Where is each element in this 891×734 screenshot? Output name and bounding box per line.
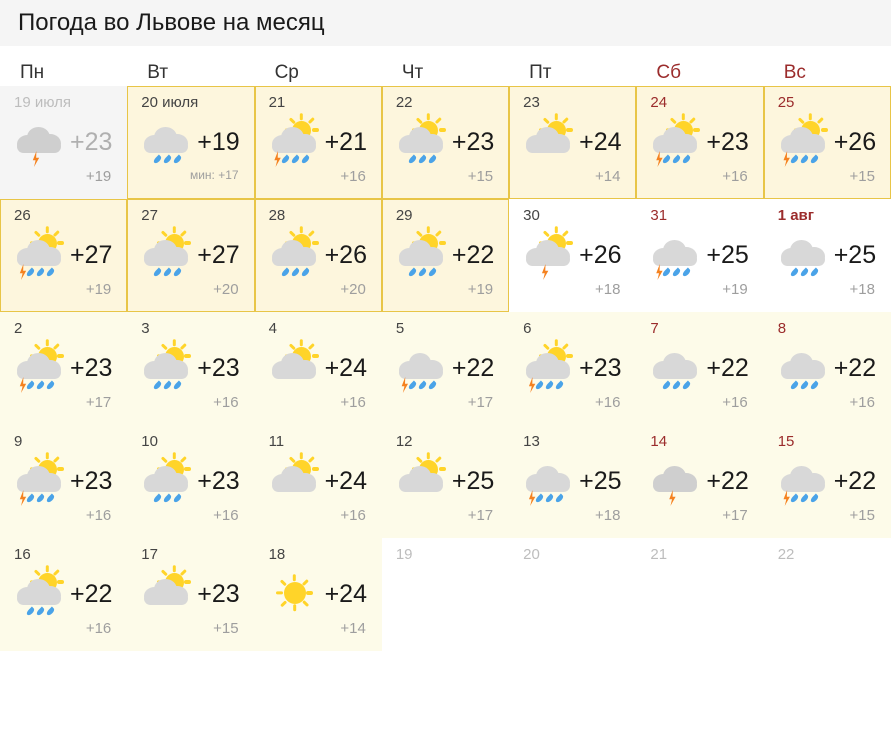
day-icon-wrap <box>523 456 577 506</box>
day-high-temp: +23 <box>451 127 495 156</box>
day-icon-wrap <box>14 230 68 280</box>
calendar-day-cell[interactable] <box>255 425 382 538</box>
day-icon-wrap <box>523 343 577 393</box>
day-forecast-row <box>141 566 244 622</box>
calendar-day-cell[interactable] <box>764 312 891 425</box>
day-low-temp: +14 <box>594 168 621 185</box>
calendar-day-cell[interactable] <box>127 425 254 538</box>
day-low-temp: +20 <box>340 281 366 298</box>
calendar-day-cell[interactable] <box>0 86 127 199</box>
weekday-label-2: Ср <box>274 62 299 83</box>
day-low-temp: +17 <box>85 394 112 411</box>
day-forecast-row <box>650 114 753 170</box>
calendar-day-cell[interactable] <box>636 86 763 199</box>
day-number: 17 <box>141 546 158 563</box>
day-low-temp: +16 <box>340 168 366 185</box>
day-forecast-row <box>650 227 753 283</box>
day-number: 2 <box>14 320 23 337</box>
day-high-temp: +23 <box>197 466 240 495</box>
day-number: 14 <box>650 433 668 450</box>
day-high-temp: +22 <box>706 353 749 382</box>
day-icon-wrap <box>141 343 195 393</box>
day-number: 30 <box>523 207 540 224</box>
day-forecast-row <box>778 453 881 509</box>
day-low-temp: +19 <box>85 168 112 185</box>
weather-icon-sun-cloud-rain <box>141 456 195 506</box>
day-number: 18 <box>268 546 286 563</box>
day-low-temp: +16 <box>340 507 366 524</box>
weather-icon-sun-cloud-thunder-rain <box>269 117 323 167</box>
day-low-temp: +19 <box>722 281 748 298</box>
day-high-temp: +24 <box>324 579 367 608</box>
day-number: 9 <box>14 433 23 450</box>
day-number: 11 <box>268 433 285 450</box>
day-low-temp: +16 <box>722 394 748 411</box>
calendar-day-cell[interactable] <box>382 312 509 425</box>
day-icon-wrap <box>269 569 323 619</box>
day-low-temp: +17 <box>722 507 748 524</box>
calendar-day-cell[interactable] <box>636 312 763 425</box>
day-icon-wrap <box>141 230 195 280</box>
weekday-label-6: Вс <box>783 62 806 83</box>
day-icon-wrap <box>650 230 704 280</box>
day-number: 8 <box>777 320 787 337</box>
day-high-temp: +23 <box>579 353 622 382</box>
day-number: 22 <box>777 546 795 563</box>
day-number: 26 <box>14 207 31 224</box>
day-forecast-row <box>141 453 244 509</box>
calendar-day-cell[interactable] <box>382 199 509 312</box>
day-number: 27 <box>141 207 158 224</box>
day-high-temp: +27 <box>197 240 240 269</box>
day-number: 22 <box>395 94 413 111</box>
page-title: Погода во Львове на месяц <box>18 9 325 36</box>
day-number: 28 <box>268 207 286 224</box>
day-icon-wrap <box>778 343 832 393</box>
weather-icon-cloud-rain <box>141 117 195 167</box>
day-number: 4 <box>268 320 277 337</box>
calendar-day-cell[interactable] <box>382 425 509 538</box>
day-forecast-row <box>14 453 117 509</box>
day-high-temp: +21 <box>324 127 367 156</box>
day-number: 20 <box>523 546 540 563</box>
day-high-temp: +23 <box>70 466 113 495</box>
weather-icon-sun-cloud-rain <box>269 230 323 280</box>
day-forecast-row <box>14 340 117 396</box>
day-high-temp: +22 <box>451 240 495 269</box>
calendar-day-cell[interactable] <box>255 199 382 312</box>
day-number: 19 июля <box>14 94 72 111</box>
weather-icon-sun-cloud-rain <box>14 569 68 619</box>
weather-icon-sun-cloud <box>141 569 195 619</box>
day-number: 29 <box>395 207 413 224</box>
day-high-temp: +23 <box>70 127 113 156</box>
weather-icon-sun-cloud-thunder-rain <box>14 343 68 393</box>
day-icon-wrap <box>523 230 577 280</box>
day-forecast-row <box>14 566 117 622</box>
day-forecast-row <box>396 227 499 283</box>
day-number: 23 <box>523 94 540 111</box>
day-high-temp: +24 <box>579 127 622 156</box>
day-number: 21 <box>650 546 668 563</box>
day-low-temp: +18 <box>594 281 621 298</box>
day-high-temp: +19 <box>197 127 240 156</box>
day-low-temp: +19 <box>467 281 494 298</box>
day-icon-wrap <box>650 343 704 393</box>
day-number: 16 <box>14 546 31 563</box>
day-forecast-row <box>141 340 244 396</box>
calendar-day-cell[interactable] <box>382 86 509 199</box>
day-low-temp: +16 <box>213 507 239 524</box>
day-low-temp: +18 <box>594 507 621 524</box>
weather-icon-sun-cloud <box>523 117 577 167</box>
day-icon-wrap <box>14 117 68 167</box>
day-icon-wrap <box>141 569 195 619</box>
day-low-temp: +16 <box>340 394 366 411</box>
calendar-day-cell[interactable] <box>0 312 127 425</box>
day-icon-wrap <box>14 456 68 506</box>
weekday-header-row <box>0 46 891 86</box>
weather-icon-sun-cloud-thunder-rain <box>650 117 704 167</box>
day-forecast-row <box>269 566 372 622</box>
day-icon-wrap <box>141 117 195 167</box>
day-number: 12 <box>395 433 413 450</box>
calendar-day-cell[interactable] <box>509 425 636 538</box>
day-forecast-row <box>396 114 499 170</box>
day-high-temp: +22 <box>706 466 749 495</box>
calendar-day-cell[interactable] <box>127 199 254 312</box>
calendar-day-cell <box>509 538 636 651</box>
day-icon-wrap <box>396 343 450 393</box>
page-header <box>0 0 891 46</box>
weather-icon-sun-cloud-rain <box>141 230 195 280</box>
weather-icon-cloud-thunder-rain <box>523 456 577 506</box>
weather-icon-sun-cloud-thunder-rain <box>778 117 832 167</box>
weather-icon-cloud-thunder-rain <box>650 230 704 280</box>
day-low-temp: +16 <box>849 394 875 411</box>
day-number: 7 <box>650 320 659 337</box>
day-low-temp: +16 <box>85 507 112 524</box>
day-forecast-row <box>269 340 372 396</box>
weather-icon-sun-cloud-thunder-rain <box>523 343 577 393</box>
calendar-day-cell[interactable] <box>764 425 891 538</box>
day-forecast-row <box>778 340 881 396</box>
day-low-temp: +18 <box>849 281 875 298</box>
calendar-day-cell[interactable] <box>255 86 382 199</box>
weather-icon-sun-cloud <box>269 456 323 506</box>
day-low-temp: +15 <box>467 168 494 185</box>
weather-icon-sun-cloud-thunder-rain <box>14 230 68 280</box>
weather-icon-cloud-thunder-rain <box>778 456 832 506</box>
day-icon-wrap <box>396 456 450 506</box>
day-low-temp: +15 <box>849 168 875 185</box>
calendar-day-cell[interactable] <box>509 312 636 425</box>
day-low-temp: +19 <box>85 281 112 298</box>
weather-icon-cloud-thunder <box>14 117 68 167</box>
day-high-temp: +23 <box>197 579 240 608</box>
day-high-temp: +25 <box>706 240 749 269</box>
day-high-temp: +23 <box>197 353 240 382</box>
day-low-temp: +17 <box>467 394 494 411</box>
day-number: 1 авг <box>777 207 815 224</box>
calendar-day-cell[interactable] <box>764 86 891 199</box>
day-forecast-row <box>269 453 372 509</box>
day-low-temp: +16 <box>213 394 239 411</box>
day-min-temp: мин: +17 <box>189 168 239 182</box>
weather-icon-sun-cloud-thunder-rain <box>14 456 68 506</box>
day-high-temp: +22 <box>70 579 113 608</box>
day-high-temp: +23 <box>706 127 749 156</box>
day-high-temp: +26 <box>324 240 367 269</box>
day-high-temp: +23 <box>70 353 113 382</box>
day-low-temp: +15 <box>849 507 875 524</box>
day-low-temp: +16 <box>85 620 112 637</box>
day-forecast-row <box>396 453 499 509</box>
calendar-grid <box>0 86 891 651</box>
day-forecast-row <box>523 340 626 396</box>
day-forecast-row <box>141 227 244 283</box>
day-low-temp: +20 <box>213 281 239 298</box>
day-high-temp: +26 <box>579 240 622 269</box>
day-icon-wrap <box>523 117 577 167</box>
day-forecast-row <box>14 114 117 170</box>
day-high-temp: +22 <box>833 466 877 495</box>
calendar-day-cell[interactable] <box>255 312 382 425</box>
day-icon-wrap <box>269 343 323 393</box>
day-forecast-row <box>269 227 372 283</box>
day-forecast-row <box>778 227 881 283</box>
weekday-label-1: Вт <box>147 62 169 83</box>
day-forecast-row <box>141 114 244 170</box>
weather-icon-sun <box>269 569 323 619</box>
calendar-day-cell[interactable] <box>636 199 763 312</box>
weather-icon-sun-cloud-rain <box>396 117 450 167</box>
day-icon-wrap <box>141 456 195 506</box>
weather-icon-cloud-rain <box>650 343 704 393</box>
calendar-day-cell[interactable] <box>0 538 127 651</box>
day-high-temp: +22 <box>451 353 495 382</box>
day-low-temp: +16 <box>722 168 748 185</box>
weather-icon-sun-cloud-rain <box>396 230 450 280</box>
calendar-day-cell[interactable] <box>127 312 254 425</box>
day-high-temp: +24 <box>324 353 367 382</box>
calendar-day-cell[interactable] <box>0 425 127 538</box>
day-icon-wrap <box>778 117 832 167</box>
weekday-label-3: Чт <box>401 62 424 83</box>
day-forecast-row <box>523 114 626 170</box>
day-icon-wrap <box>269 117 323 167</box>
day-forecast-row <box>523 227 626 283</box>
day-low-temp: +15 <box>213 620 239 637</box>
day-low-temp: +17 <box>467 507 494 524</box>
day-icon-wrap <box>396 117 450 167</box>
day-icon-wrap <box>650 456 704 506</box>
weather-icon-sun-cloud <box>269 343 323 393</box>
day-forecast-row <box>778 114 881 170</box>
day-number: 6 <box>523 320 532 337</box>
weather-icon-cloud-rain <box>778 343 832 393</box>
calendar-day-cell[interactable] <box>127 86 254 199</box>
weather-icon-sun-cloud-rain <box>141 343 195 393</box>
calendar-day-cell[interactable] <box>127 538 254 651</box>
calendar-day-cell <box>764 538 891 651</box>
weather-icon-sun-cloud-thunder <box>523 230 577 280</box>
calendar-day-cell <box>382 538 509 651</box>
calendar-day-cell[interactable] <box>509 86 636 199</box>
day-icon-wrap <box>650 117 704 167</box>
day-number: 3 <box>141 320 150 337</box>
weather-icon-cloud-thunder-rain <box>396 343 450 393</box>
day-number: 31 <box>650 207 668 224</box>
day-icon-wrap <box>778 230 832 280</box>
calendar-day-cell[interactable] <box>255 538 382 651</box>
day-high-temp: +26 <box>833 127 877 156</box>
day-number: 20 июля <box>141 94 199 111</box>
calendar-day-cell[interactable] <box>764 199 891 312</box>
calendar-day-cell[interactable] <box>509 199 636 312</box>
weekday-label-4: Пт <box>529 62 552 83</box>
day-forecast-row <box>650 453 753 509</box>
day-icon-wrap <box>396 230 450 280</box>
weekday-label-5: Сб <box>656 62 682 83</box>
day-number: 10 <box>141 433 158 450</box>
calendar-day-cell <box>636 538 763 651</box>
day-number: 19 <box>395 546 413 563</box>
day-icon-wrap <box>269 230 323 280</box>
day-icon-wrap <box>14 569 68 619</box>
day-number: 24 <box>650 94 668 111</box>
day-high-temp: +22 <box>833 353 877 382</box>
day-low-temp: +14 <box>340 620 366 637</box>
calendar-day-cell[interactable] <box>0 199 127 312</box>
day-forecast-row <box>269 114 372 170</box>
day-high-temp: +25 <box>451 466 495 495</box>
weather-icon-cloud-thunder <box>650 456 704 506</box>
day-number: 13 <box>523 433 540 450</box>
day-forecast-row <box>650 340 753 396</box>
weekday-label-0: Пн <box>20 62 45 83</box>
day-icon-wrap <box>269 456 323 506</box>
day-icon-wrap <box>778 456 832 506</box>
day-low-temp: +16 <box>594 394 621 411</box>
day-number: 5 <box>395 320 405 337</box>
weather-icon-sun-cloud <box>396 456 450 506</box>
day-high-temp: +24 <box>324 466 367 495</box>
day-high-temp: +25 <box>833 240 877 269</box>
day-high-temp: +25 <box>579 466 622 495</box>
day-number: 25 <box>777 94 795 111</box>
calendar-day-cell[interactable] <box>636 425 763 538</box>
day-number: 21 <box>268 94 286 111</box>
day-high-temp: +27 <box>70 240 113 269</box>
day-icon-wrap <box>14 343 68 393</box>
weather-icon-cloud-rain <box>778 230 832 280</box>
day-number: 15 <box>777 433 795 450</box>
day-forecast-row <box>396 340 499 396</box>
day-forecast-row <box>523 453 626 509</box>
day-forecast-row <box>14 227 117 283</box>
